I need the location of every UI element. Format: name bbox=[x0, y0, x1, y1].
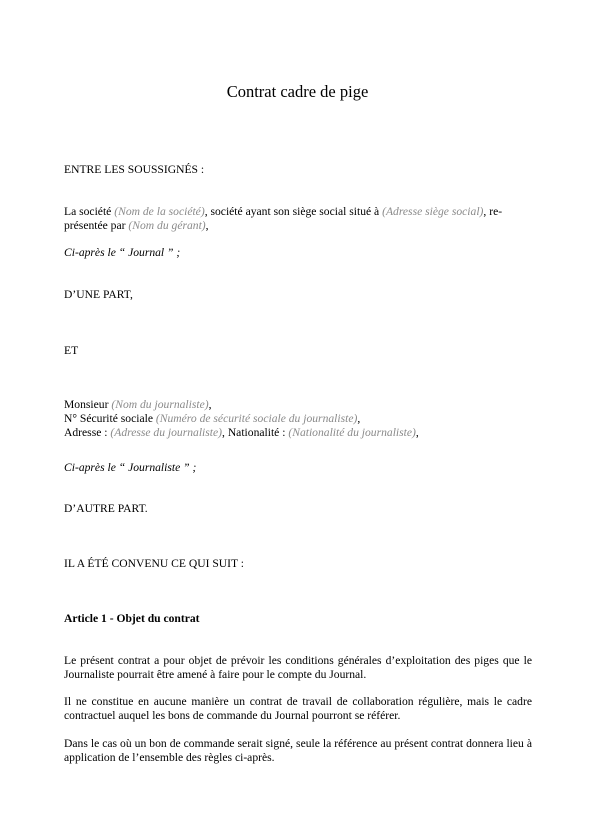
first-party-label: D’UNE PART, bbox=[64, 288, 133, 301]
company-name-placeholder: (Nom de la société) bbox=[114, 205, 205, 218]
journalist-alias: Ci-après le “ Journaliste ” ; bbox=[64, 461, 197, 474]
company-address-placeholder: (Adresse siège social) bbox=[382, 205, 484, 218]
journalist-nationality-suffix: , bbox=[415, 426, 419, 439]
article-1-heading: Article 1 - Objet du contrat bbox=[64, 612, 200, 625]
company-line2-suffix: , bbox=[205, 219, 209, 232]
journalist-ss-line bbox=[64, 412, 532, 426]
between-heading: ENTRE LES SOUSSIGNÉS : bbox=[64, 163, 205, 176]
journal-alias: Ci-après le “ Journal ” ; bbox=[64, 246, 181, 259]
journalist-ss-suffix: , bbox=[357, 412, 361, 425]
journalist-nationality-prefix: , Nationalité : bbox=[222, 426, 289, 439]
journalist-mr-prefix: Monsieur bbox=[64, 398, 112, 411]
journalist-name-suffix: , bbox=[208, 398, 212, 411]
company-paragraph bbox=[64, 205, 532, 233]
and-label: ET bbox=[64, 344, 79, 357]
company-prefix: La société bbox=[64, 205, 115, 218]
second-party-label: D’AUTRE PART. bbox=[64, 502, 148, 515]
company-line-2 bbox=[64, 219, 532, 233]
agreed-heading: IL A ÉTÉ CONVENU CE QUI SUIT : bbox=[64, 557, 245, 570]
journalist-name-line bbox=[64, 398, 532, 412]
article-1-paragraph-2: Il ne constitue en aucune manière un contrat de travail de collaboration régulière, mais le cadre contractuel auquel les bons de commande du Journal pourront se référer. bbox=[64, 695, 532, 722]
company-line-1 bbox=[64, 205, 532, 219]
article-1-paragraph-3: Dans le cas où un bon de commande serait signé, seule la référence au présent contrat donnera lieu à application de l’ensemble des règles ci-après. bbox=[64, 737, 532, 764]
manager-name-placeholder: (Nom du gérant) bbox=[128, 219, 206, 232]
company-suffix: , re- bbox=[483, 205, 503, 218]
journalist-ss-placeholder: (Numéro de sécurité sociale du journaliste) bbox=[155, 412, 358, 425]
journalist-nationality-placeholder: (Nationalité du journaliste) bbox=[288, 426, 416, 439]
document-title: Contrat cadre de pige bbox=[226, 82, 369, 101]
article-1-paragraph-1: Le présent contrat a pour objet de prévoir les conditions générales d’exploitation des piges que le Journaliste pourrait être amené à faire pour le compte du Journal. bbox=[64, 654, 532, 681]
company-line2-prefix: présentée par bbox=[64, 219, 129, 232]
journalist-address-line bbox=[64, 426, 532, 440]
journalist-block bbox=[64, 398, 532, 440]
journalist-address-prefix: Adresse : bbox=[64, 426, 111, 439]
journalist-name-placeholder: (Nom du journaliste) bbox=[111, 398, 209, 411]
journalist-ss-prefix: N° Sécurité sociale bbox=[64, 412, 156, 425]
company-mid: , société ayant son siège social situé à bbox=[204, 205, 383, 218]
journalist-address-placeholder: (Adresse du journaliste) bbox=[110, 426, 223, 439]
